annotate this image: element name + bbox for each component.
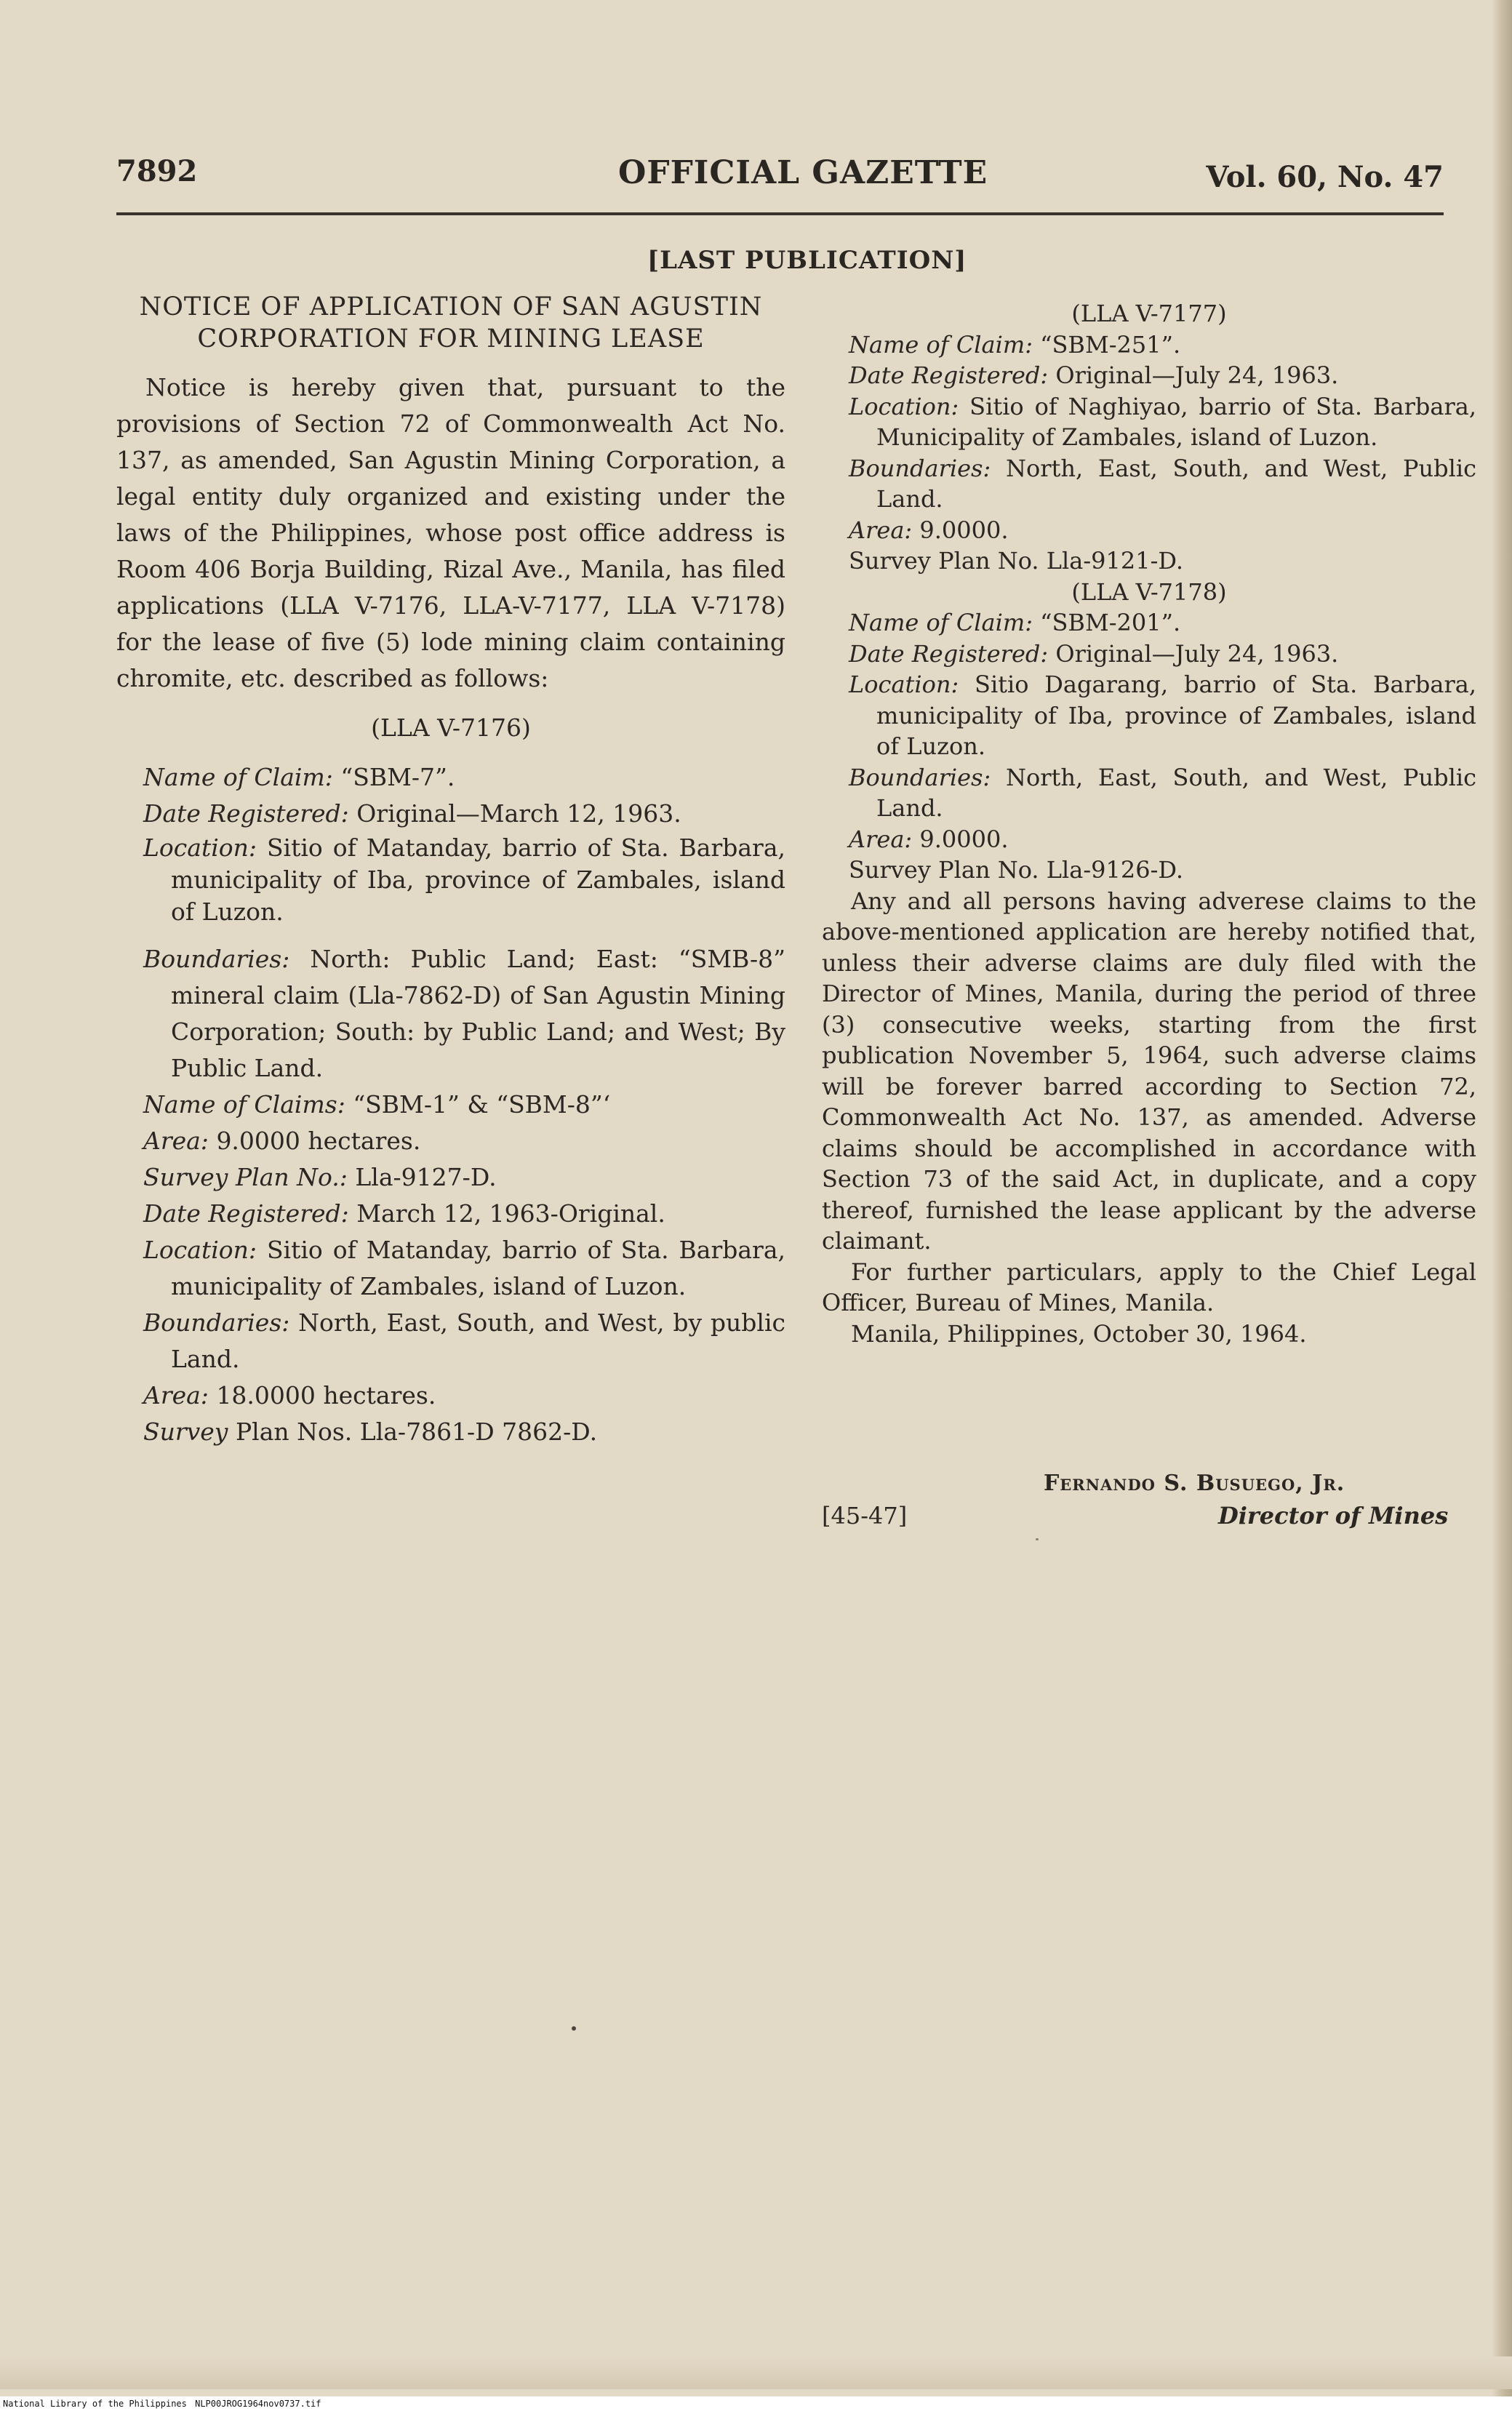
location-label: Location: — [849, 392, 959, 420]
boundaries-value: North, East, South, and West, Public Land. — [876, 763, 1477, 822]
paper-speck — [572, 2026, 576, 2031]
publication-note: [LAST PUBLICATION] — [647, 246, 967, 275]
claims-value: “SBM-1” & “SBM-8”‘ — [353, 1090, 611, 1119]
publication-reference: [45-47] — [822, 1502, 908, 1530]
footer-library: National Library of the Philippines — [3, 2399, 187, 2409]
name-label: Name of Claim: — [849, 330, 1033, 359]
date2-label: Date Registered: — [143, 1199, 349, 1228]
date-value: Original—March 12, 1963. — [356, 799, 681, 828]
place-date: Manila, Philippines, October 30, 1964. — [851, 1319, 1307, 1348]
lla-7176-location — [116, 832, 785, 928]
lla-7176-area — [116, 1123, 785, 1159]
lla-7176-survey2 — [116, 1414, 785, 1450]
name-value: “SBM-201”. — [1040, 609, 1181, 636]
boundaries-value: North, East, South, and West, Public Land. — [876, 454, 1477, 513]
location-value: Sitio of Matanday, barrio of Sta. Barbara, municipality of Iba, province of Zambales, island of Luzon. — [171, 833, 785, 926]
name-value: “SBM-251”. — [1040, 330, 1181, 359]
date-label: Date Registered: — [143, 799, 349, 828]
location2-value: Sitio of Matanday, barrio of Sta. Barbara, municipality of Zambales, island of Luzon. — [171, 1236, 785, 1300]
lla-7176-boundaries — [116, 941, 785, 1087]
lla-7176-heading: (LLA V-7176) — [371, 713, 531, 742]
name-label: Name of Claim: — [849, 609, 1033, 636]
area-label: Area: — [849, 825, 913, 853]
name-value: “SBM-7”. — [340, 763, 455, 791]
adverse-claims-paragraph: Any and all persons having adverese claims to the above-mentioned application are hereby notified that, unless their adverse claims are duly filed with the Director of Mines, Manila, during the period of three (3) consecutive weeks, starting from the first publication November 5, 1964, such adverse claims will be forever barred according to Section 72, Commonwealth Act No. 137, as amended. Adverse claims should be accomplished in accordance with Section 73 of the said Act, in duplicate, and a copy thereof, furnished the lease applicant by the adverse claimant. — [822, 887, 1476, 1255]
lla-7177-boundaries — [822, 453, 1476, 515]
lla-7177-date — [822, 360, 1476, 391]
volume-label: Vol. 60, No. 47 — [1206, 160, 1444, 194]
paper-speck — [1036, 1538, 1039, 1540]
lla-7176-boundaries2 — [116, 1305, 785, 1378]
lla-7176-claims — [116, 1087, 785, 1123]
boundaries-label: Boundaries: — [849, 763, 991, 791]
page-edge-shadow — [1492, 0, 1512, 2411]
location-value: Sitio Dagarang, barrio of Sta. Barbara, municipality of Iba, province of Zambales, island of Luzon. — [876, 671, 1477, 760]
lla-7177-survey: Survey Plan No. Lla-9121-D. — [849, 547, 1184, 575]
lla-7178-location — [822, 669, 1476, 762]
lla-7177-name — [822, 329, 1476, 361]
signatory-title: Director of Mines — [1218, 1502, 1449, 1530]
lla-7176-survey — [116, 1159, 785, 1196]
lla-7178-heading: (LLA V-7178) — [1071, 577, 1227, 606]
area2-value: 18.0000 hectares. — [216, 1381, 436, 1410]
survey2-label: Survey — [143, 1418, 228, 1446]
lla-7178-area — [822, 824, 1476, 855]
date2-value: March 12, 1963-Original. — [356, 1199, 665, 1228]
lla-7177-heading: (LLA V-7177) — [1071, 300, 1227, 327]
boundaries-value: North: Public Land; East: “SMB-8” mineral claim (Lla-7862-D) of San Agustin Mining Corporation; South: by Public Land; and West; By Public Land. — [171, 945, 786, 1082]
survey-label: Survey Plan No.: — [143, 1163, 348, 1191]
left-column — [116, 291, 785, 1450]
notice-title — [116, 291, 785, 355]
area-label: Area: — [849, 516, 913, 544]
date-label: Date Registered: — [849, 361, 1049, 389]
footer-file: NLP00JROG1964nov0737.tif — [195, 2399, 321, 2409]
name-label: Name of Claim: — [143, 763, 333, 791]
gazette-title: OFFICIAL GAZETTE — [618, 154, 988, 191]
area-value: 9.0000. — [919, 825, 1009, 853]
location-label: Location: — [849, 671, 959, 698]
lla-7176-date — [116, 796, 785, 832]
notice-intro: Notice is hereby given that, pursuant to the provisions of Section 72 of Commonwealth Act No. 137, as amended, San Agustin Mining Corporation, a legal entity duly organized and existing under the laws of the Philippines, whose post office address is Room 406 Borja Building, Rizal Ave., Manila, has filed applications (LLA V-7176, LLA-V-7177, LLA V-7178) for the lease of five (5) lode mining claim containing chromite, etc. described as follows: — [116, 373, 785, 692]
boundaries-label: Boundaries: — [143, 945, 290, 973]
area-label: Area: — [143, 1127, 209, 1155]
survey-value: Lla-9127-D. — [355, 1163, 497, 1191]
location2-label: Location: — [143, 1236, 257, 1264]
lla-7178-survey: Survey Plan No. Lla-9126-D. — [849, 856, 1184, 884]
header-rule — [116, 212, 1444, 215]
right-column — [822, 298, 1476, 1349]
lla-7176-area2 — [116, 1378, 785, 1414]
page-header — [116, 154, 1444, 205]
page-number: 7892 — [116, 154, 198, 188]
boundaries2-value: North, East, South, and West, by public Land. — [171, 1308, 786, 1373]
area-value: 9.0000. — [919, 516, 1009, 544]
page-bottom-shading — [0, 2356, 1512, 2389]
lla-7178-date — [822, 639, 1476, 670]
lla-7178-boundaries — [822, 762, 1476, 824]
date-value: Original—July 24, 1963. — [1055, 361, 1339, 389]
notice-title-line2: CORPORATION FOR MINING LEASE — [197, 324, 705, 353]
survey2-value: Plan Nos. Lla-7861-D 7862-D. — [235, 1418, 598, 1446]
lla-7177-location — [822, 391, 1476, 453]
particulars-paragraph: For further particulars, apply to the Chief Legal Officer, Bureau of Mines, Manila. — [822, 1258, 1476, 1316]
lla-7176-name — [116, 759, 785, 796]
area2-label: Area: — [143, 1381, 209, 1410]
claims-label: Name of Claims: — [143, 1090, 345, 1119]
lla-7177-area — [822, 515, 1476, 546]
boundaries2-label: Boundaries: — [143, 1308, 290, 1337]
date-value: Original—July 24, 1963. — [1055, 639, 1339, 668]
boundaries-label: Boundaries: — [849, 454, 991, 482]
area-value: 9.0000 hectares. — [216, 1127, 421, 1155]
lla-7176-date2 — [116, 1196, 785, 1232]
scan-footer — [0, 2396, 1512, 2411]
lla-7176-location2 — [116, 1232, 785, 1305]
location-label: Location: — [143, 833, 257, 862]
signatory-name: Fernando S. Busuego, Jr. — [1044, 1471, 1345, 1496]
date-label: Date Registered: — [849, 639, 1049, 668]
notice-title-line1: NOTICE OF APPLICATION OF SAN AGUSTIN — [139, 292, 763, 321]
location-value: Sitio of Naghiyao, barrio of Sta. Barbara, Municipality of Zambales, island of Luzon. — [876, 392, 1477, 451]
lla-7178-name — [822, 607, 1476, 639]
